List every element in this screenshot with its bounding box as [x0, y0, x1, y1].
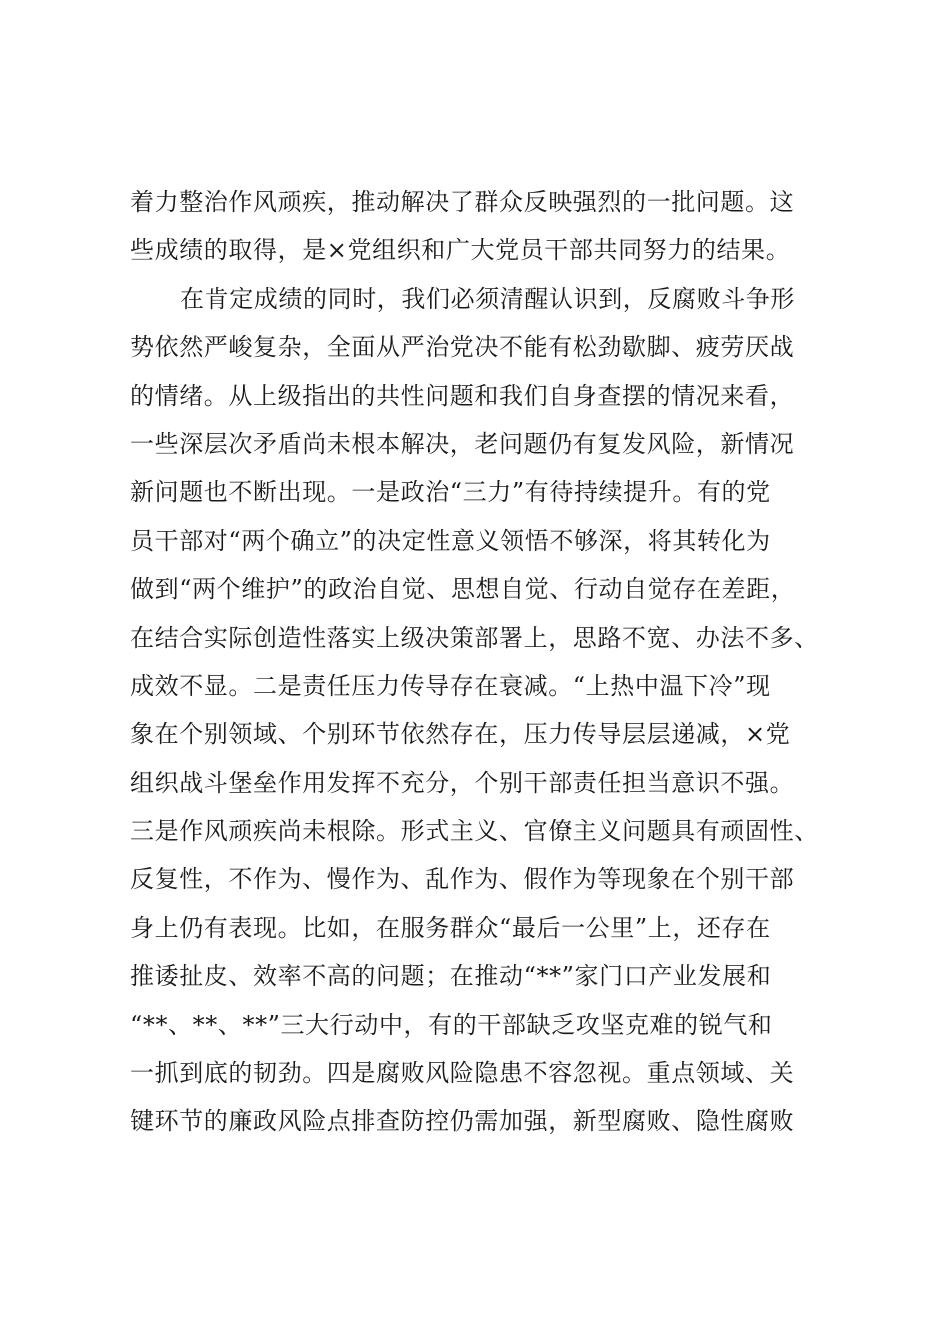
text-line: 的情绪。从上级指出的共性问题和我们自身查摆的情况来看，	[130, 381, 795, 410]
text-line: 组织战斗堡垒作用发挥不充分，个别干部责任担当意识不强。	[130, 768, 795, 797]
text-line: 一些深层次矛盾尚未根本解决，老问题仍有复发风险，新情况	[130, 429, 795, 458]
paragraph-start-line: 在肯定成绩的同时，我们必须清醒认识到，反腐败斗争形	[180, 284, 795, 313]
text-line: 三是作风顽疾尚未根除。形式主义、官僚主义问题具有顽固性、	[130, 817, 819, 846]
text-line: 推诿扯皮、效率不高的问题；在推动“**”家门口产业发展和	[130, 962, 772, 991]
text-line: 做到“两个维护”的政治自觉、思想自觉、行动自觉存在差距，	[130, 575, 796, 604]
text-line: 些成绩的取得，是×党组织和广大党员干部共同努力的结果。	[130, 236, 791, 265]
body-text	[130, 178, 830, 1146]
text-line: 键环节的廉政风险点排查防控仍需加强，新型腐败、隐性腐败	[130, 1107, 795, 1136]
text-line: 象在个别领域、个别环节依然存在，压力传导层层递减，×党	[130, 720, 791, 749]
text-line: 在结合实际创造性落实上级决策部署上，思路不宽、办法不多、	[130, 623, 819, 652]
text-line: 成效不显。二是责任压力传导存在衰减。“上热中温下冷”现	[130, 671, 771, 700]
text-line: 新问题也不断出现。一是政治“三力”有待持续提升。有的党	[130, 478, 771, 507]
text-line: 势依然严峻复杂，全面从严治党决不能有松劲歇脚、疲劳厌战	[130, 333, 795, 362]
text-line: “**、**、**”三大行动中，有的干部缺乏攻坚克难的锐气和	[130, 1010, 773, 1039]
text-line: 身上仍有表现。比如，在服务群众“最后一公里”上，还存在	[130, 913, 771, 942]
text-line: 着力整治作风顽疾，推动解决了群众反映强烈的一批问题。这	[130, 188, 795, 216]
text-line: 一抓到底的韧劲。四是腐败风险隐患不容忽视。重点领域、关	[130, 1059, 795, 1088]
text-line: 员干部对“两个确立”的决定性意义领悟不够深，将其转化为	[130, 526, 771, 555]
text-line: 反复性，不作为、慢作为、乱作为、假作为等现象在个别干部	[130, 865, 795, 894]
